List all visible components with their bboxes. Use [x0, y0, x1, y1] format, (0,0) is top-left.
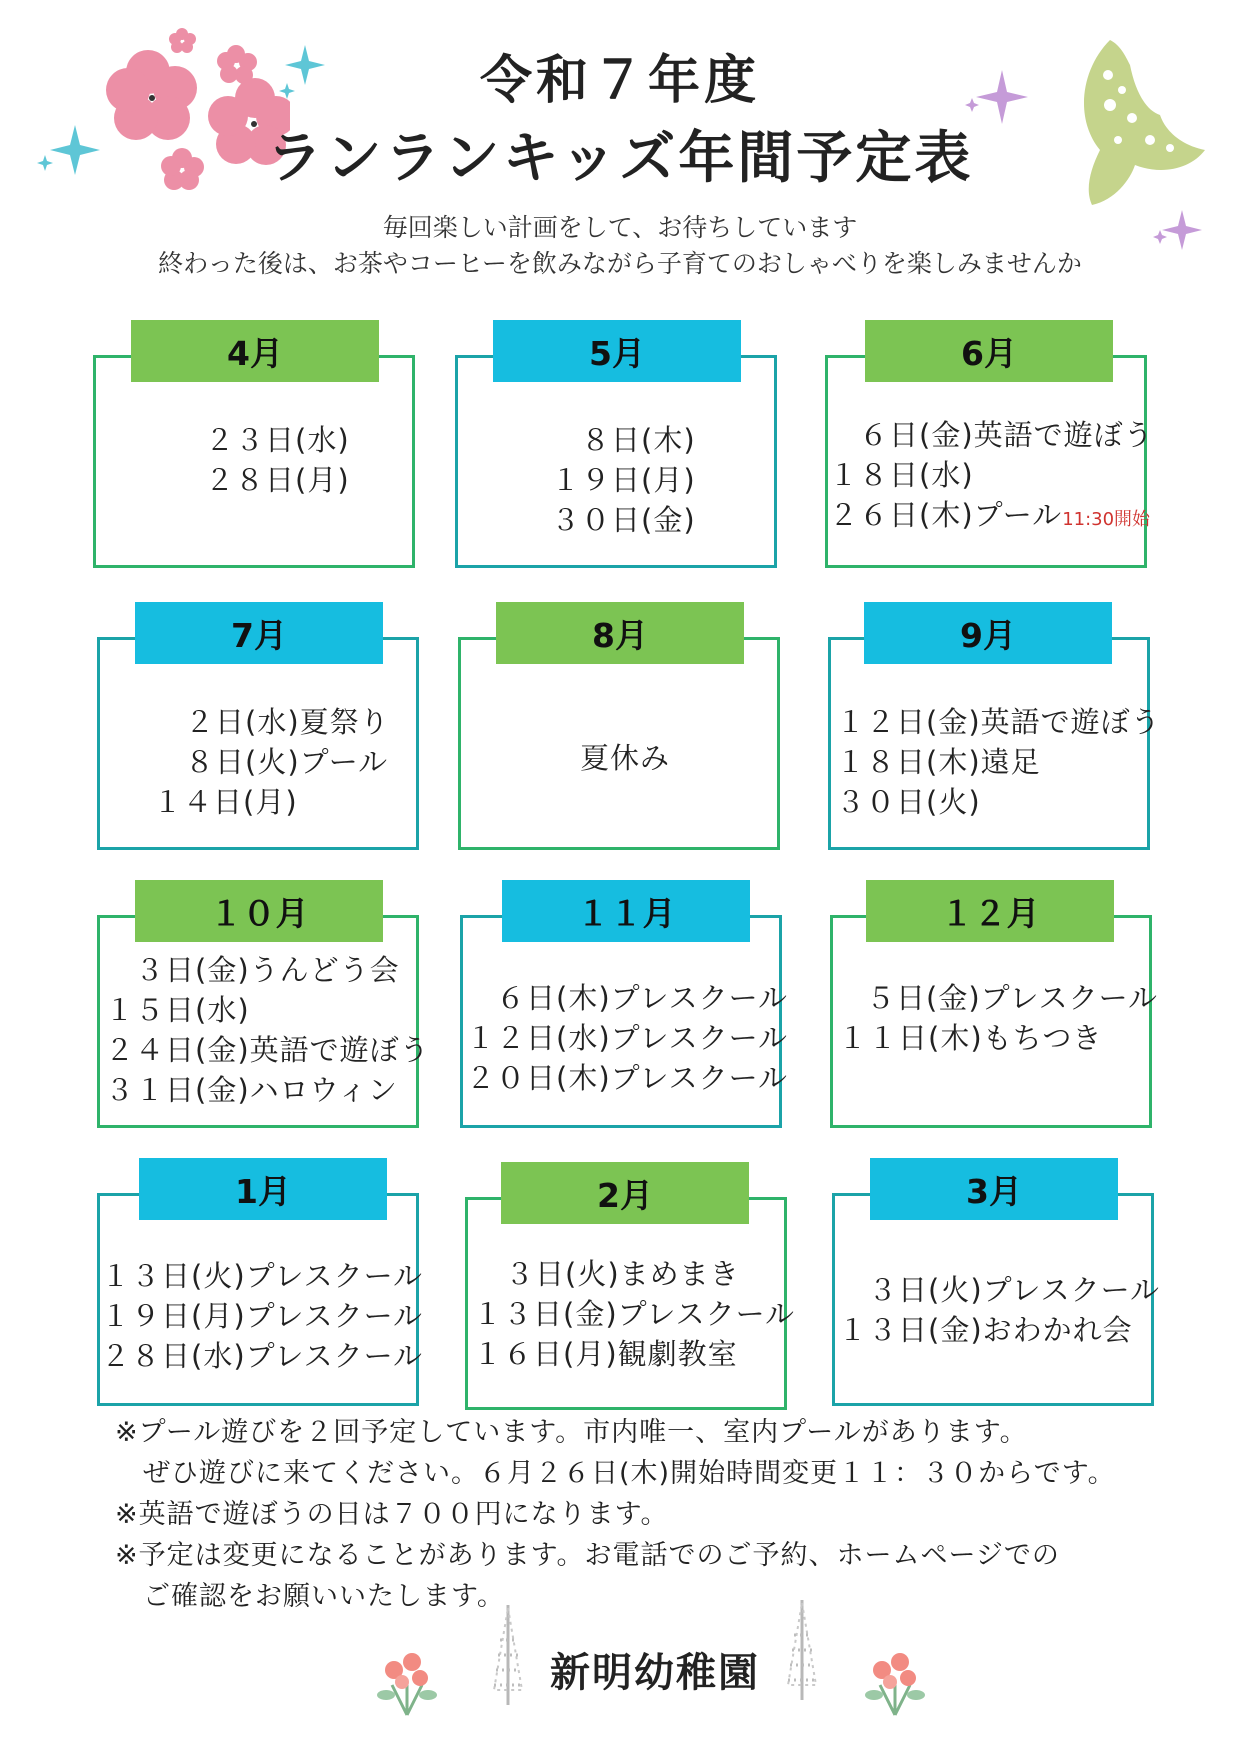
- event-item: １４日(月): [153, 785, 298, 819]
- note-line: ※予定は変更になることがあります。お電話でのご予約、ホームページでの: [115, 1540, 1060, 1571]
- note-line: ※英語で遊ぼうの日は７００円になります。: [115, 1499, 669, 1530]
- month-card-may: [455, 320, 777, 568]
- month-card-july: [97, 602, 419, 850]
- note-line: ご確認をお願いいたします。: [115, 1581, 505, 1612]
- flower-bouquet-icon: [372, 1640, 442, 1720]
- month-card-april: [93, 320, 415, 568]
- intro-line-1: 毎回楽しい計画をして、お待ちしています: [382, 213, 858, 242]
- event-item: １８日(水): [829, 458, 974, 492]
- event-item: １３日(金)おわかれ会: [838, 1313, 1133, 1347]
- event-list: [101, 1256, 424, 1398]
- event-item: ６日(金)英語で遊ぼう: [859, 418, 1154, 452]
- event-item: ６日(木)プレスクール: [496, 981, 789, 1015]
- event-list: [466, 978, 789, 1120]
- event-text: ２６日(木)プール: [829, 498, 1063, 532]
- event-item: ２４日(金)英語で遊ぼう: [105, 1033, 430, 1067]
- event-item: ３日(火)プレスクール: [868, 1273, 1161, 1307]
- event-list: [838, 1270, 1161, 1398]
- event-list: [473, 1254, 796, 1402]
- event-item: １２日(水)プレスクール: [466, 1021, 789, 1055]
- event-list: [829, 415, 1154, 560]
- event-item: ２８日(月): [205, 463, 350, 497]
- event-item: [829, 495, 1151, 540]
- month-header: 3月: [870, 1158, 1118, 1220]
- page-title: ランランキッズ年間予定表: [266, 126, 974, 191]
- event-list: [838, 978, 1159, 1120]
- event-list: [836, 702, 1161, 842]
- note-line: ※プール遊びを２回予定しています。市内唯一、室内プールがあります。: [115, 1417, 1028, 1448]
- intro-line-2: 終わった後は、お茶やコーヒーを飲みながら子育てのおしゃべりを楽しみませんか: [158, 249, 1082, 278]
- event-list: [109, 702, 415, 842]
- month-header: 2月: [501, 1162, 749, 1224]
- month-header: １２月: [866, 880, 1114, 942]
- month-card-february: [465, 1162, 796, 1410]
- event-item: １８日(木)遠足: [836, 745, 1041, 779]
- month-header: 4月: [131, 320, 379, 382]
- month-card-june: [825, 320, 1154, 568]
- event-list: [467, 420, 773, 560]
- tree-icon: [772, 1595, 832, 1705]
- month-header: 5月: [493, 320, 741, 382]
- event-item: ２３日(水): [205, 423, 350, 457]
- event-item: １６日(月)観劇教室: [473, 1337, 738, 1371]
- event-item: ２０日(木)プレスクール: [466, 1061, 789, 1095]
- event-item: ２日(水)夏祭り: [185, 705, 390, 739]
- event-item: 夏休み: [580, 741, 671, 775]
- event-item: １９日(月)プレスクール: [101, 1299, 424, 1333]
- month-card-november: [460, 880, 789, 1128]
- event-item: １３日(火)プレスクール: [101, 1259, 424, 1293]
- month-header: 9月: [864, 602, 1112, 664]
- organization-name: 新明幼稚園: [550, 1650, 760, 1696]
- month-header: 6月: [865, 320, 1113, 382]
- event-item: ３日(金)うんどう会: [135, 953, 400, 987]
- event-item: １３日(金)プレスクール: [473, 1297, 796, 1331]
- month-header: 1月: [139, 1158, 387, 1220]
- tree-icon: [478, 1600, 538, 1710]
- note-line: ぜひ遊びに来てください。６月２６日(木)開始時間変更１１：３０からです。: [115, 1458, 1116, 1489]
- event-item: ３１日(金)ハロウィン: [105, 1073, 398, 1107]
- event-item: １２日(金)英語で遊ぼう: [836, 705, 1161, 739]
- month-header: 8月: [496, 602, 744, 664]
- event-item: ８日(木): [581, 423, 696, 457]
- event-item: ８日(火)プール: [185, 745, 389, 779]
- event-list: [105, 950, 430, 1120]
- event-item: ３０日(火): [836, 785, 981, 819]
- flower-bouquet-icon: [860, 1640, 930, 1720]
- page-title-year: 令和７年度: [479, 51, 760, 111]
- month-header: １１月: [502, 880, 750, 942]
- month-card-september: [828, 602, 1161, 850]
- event-item: ３０日(金): [551, 503, 696, 537]
- event-item: １１日(木)もちつき: [838, 1021, 1103, 1055]
- event-list: [105, 420, 411, 560]
- month-card-october: [97, 880, 430, 1128]
- month-card-august: [458, 602, 780, 850]
- event-item: ２８日(水)プレスクール: [101, 1339, 424, 1373]
- month-header: 7月: [135, 602, 383, 664]
- event-item: ５日(金)プレスクール: [866, 981, 1159, 1015]
- event-item: １９日(月): [551, 463, 696, 497]
- event-note: 11:30開始: [1062, 509, 1151, 530]
- notes-section: [115, 1412, 1116, 1617]
- month-card-december: [830, 880, 1159, 1128]
- event-item: ３日(火)まめまき: [505, 1257, 740, 1291]
- event-list: [470, 738, 776, 842]
- month-card-january: [97, 1158, 424, 1406]
- month-card-march: [832, 1158, 1161, 1406]
- month-header: １０月: [135, 880, 383, 942]
- event-item: １５日(水): [105, 993, 250, 1027]
